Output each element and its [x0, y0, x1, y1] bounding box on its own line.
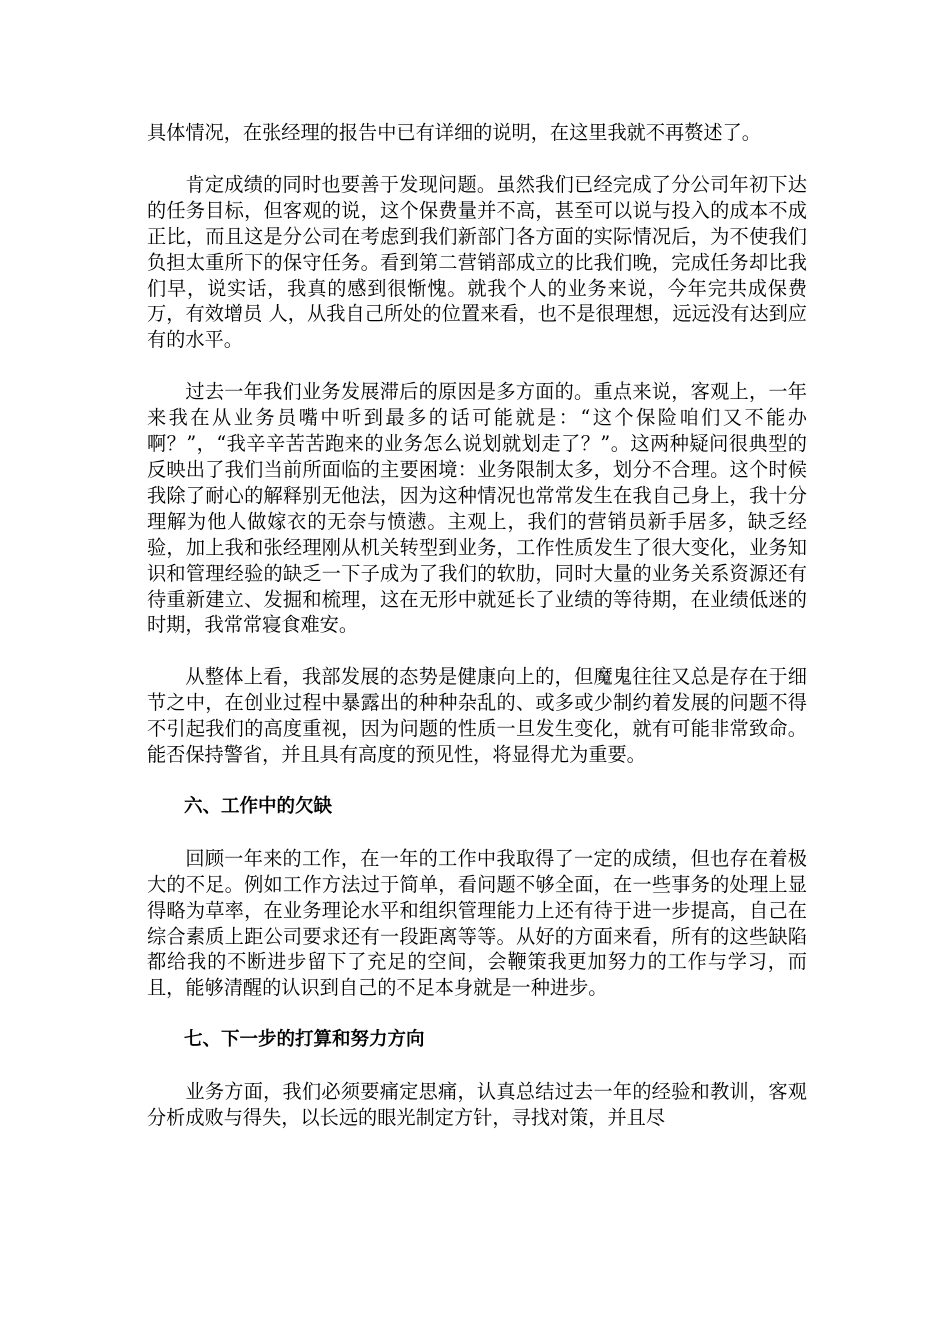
paragraph-review: 回顾一年来的工作，在一年的工作中我取得了一定的成绩，但也存在着极大的不足。例如工作方法过于简单，看问题不够全面，在一些事务的处理上显得略为草率，在业务理论水平和组织管理能力上还有待于进一步提高，自己在综合素质上距公司要求还有一段距离等等。从好的方面来看，所有的这些缺陷都给我的不断进步留下了充足的空间，会鞭策我更加努力的工作与学习，而且，能够清醒的认识到自己的不足本身就是一种进步。 — [147, 846, 807, 1000]
paragraph-continuation: 具体情况，在张经理的报告中已有详细的说明，在这里我就不再赘述了。 — [147, 121, 761, 144]
section-heading-shortcomings: 六、工作中的欠缺 — [184, 795, 333, 817]
paragraph-reasons: 过去一年我们业务发展滞后的原因是多方面的。重点来说，客观上，一年来我在从业务员嘴中听到最多的话可能就是：“这个保险咱们又不能办啊？”，“我辛辛苦苦跑来的业务怎么说划就划走了？”。这两种疑问很典型的反映出了我们当前所面临的主要困境：业务限制太多，划分不合理。这个时候我除了耐心的解释别无他法，因为这种情况也常常发生在我自己身上，我十分理解为他人做嫁衣的无奈与愤懑。主观上，我们的营销员新手居多，缺乏经验，加上我和张经理刚从机关转型到业务，工作性质发生了很大变化，业务知识和管理经验的缺乏一下子成为了我们的软肋，同时大量的业务关系资源还有待重新建立、发掘和梳理，这在无形中就延长了业绩的等待期，在业绩低迷的时期，我常常寝食难安。 — [147, 380, 807, 637]
paragraph-overall-trend: 从整体上看，我部发展的态势是健康向上的，但魔鬼往往又总是存在于细节之中，在创业过程中暴露出的种种杂乱的、或多或少制约着发展的问题不得不引起我们的高度重视，因为问题的性质一旦发生变化，就有可能非常致命。能否保持警省，并且具有高度的预见性，将显得尤为重要。 — [147, 665, 807, 767]
document-body — [147, 120, 807, 1157]
paragraph-business-plan: 业务方面，我们必须要痛定思痛，认真总结过去一年的经验和教训，客观分析成败与得失，以长远的眼光制定方针，寻找对策，并且尽 — [147, 1080, 807, 1130]
paragraph-achievements-problems: 肯定成绩的同时也要善于发现问题。虽然我们已经完成了分公司年初下达的任务目标，但客观的说，这个保费量并不高，甚至可以说与投入的成本不成正比，而且这是分公司在考虑到我们新部门各方面的实际情况后，为不使我们负担太重所下的保守任务。看到第二营销部成立的比我们晚，完成任务却比我们早，说实话，我真的感到很惭愧。就我个人的业务来说，今年完共成保费 万，有效增员 人，从我自己所处的位置来看，也不是很理想，远远没有达到应有的水平。 — [147, 172, 807, 352]
section-heading-next-steps: 七、下一步的打算和努力方向 — [184, 1029, 425, 1051]
